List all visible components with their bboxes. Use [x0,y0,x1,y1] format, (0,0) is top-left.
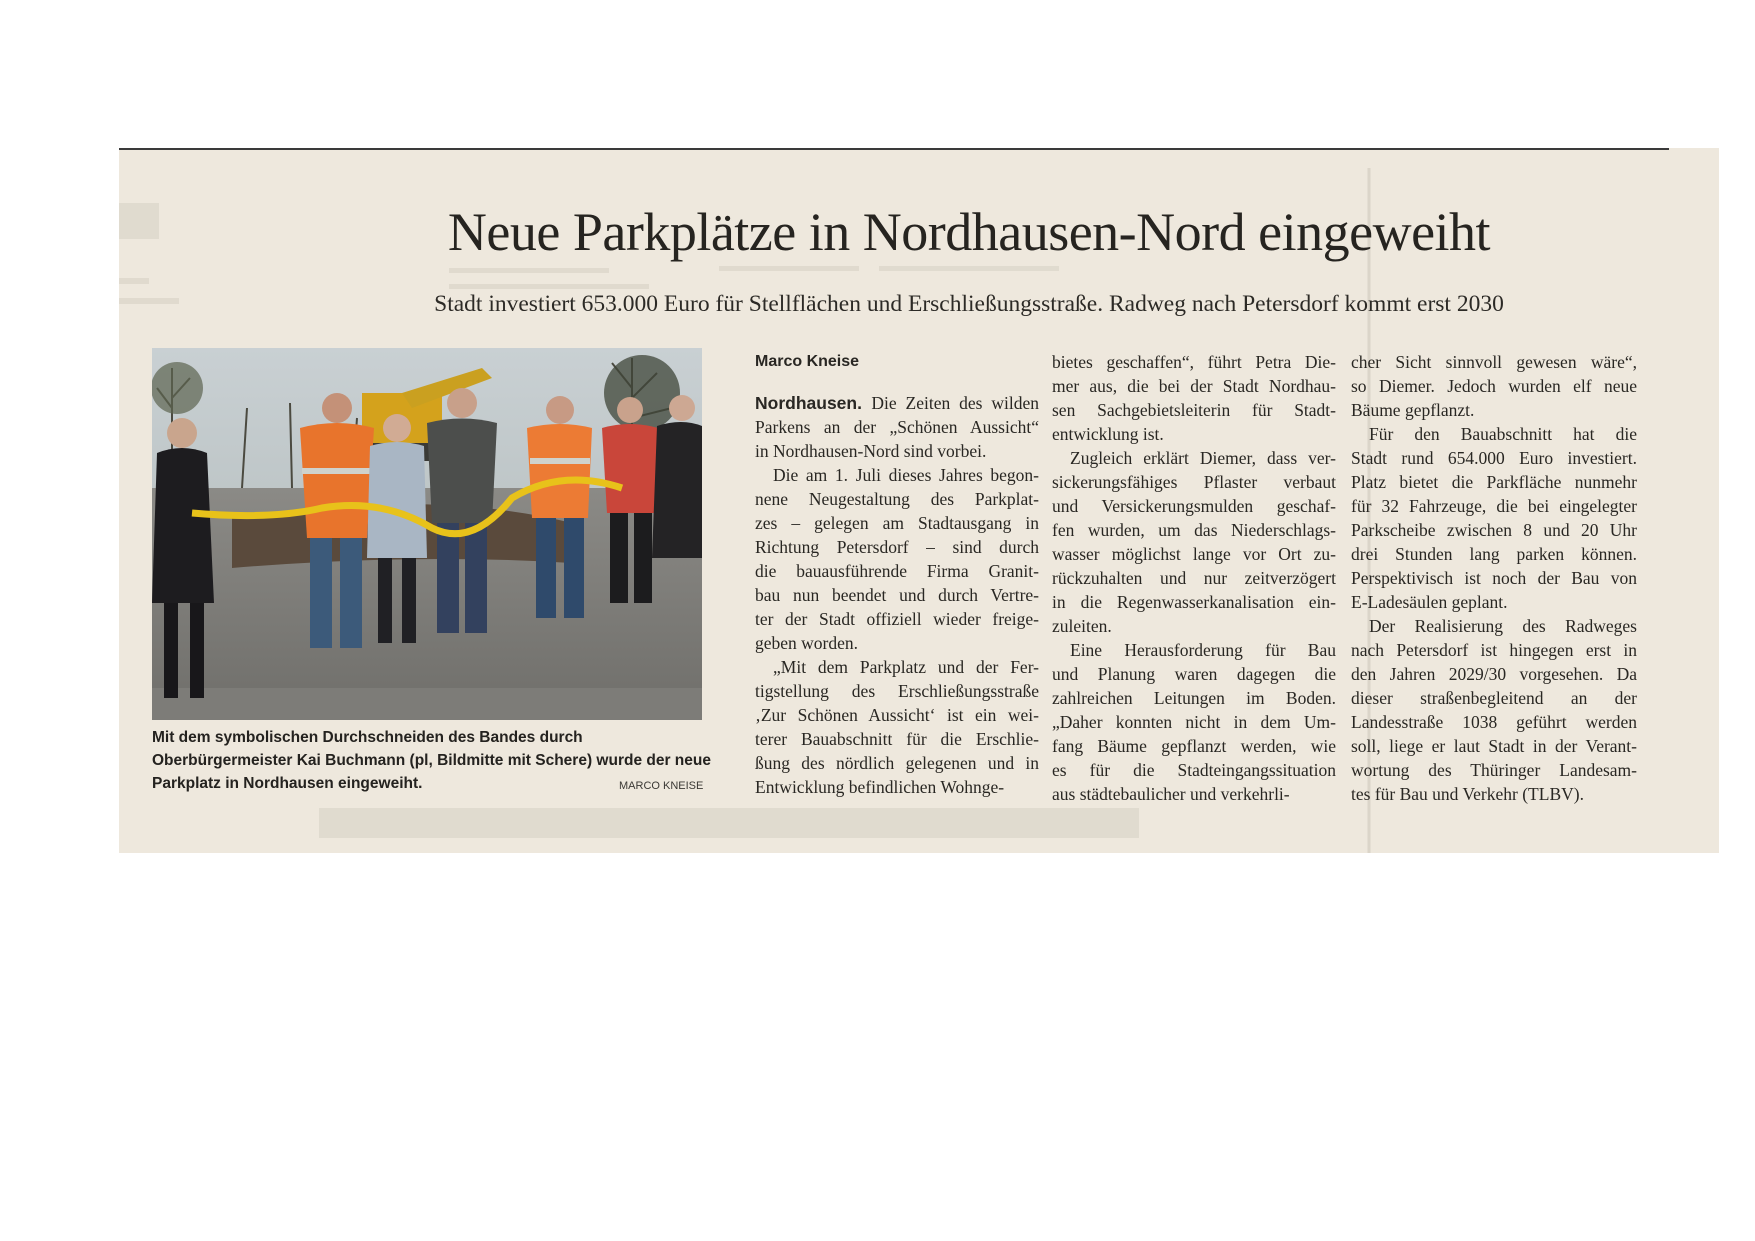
photo-caption: Mit dem symbolischen Durchschneiden des Bandes durch Oberbürgermeister Kai Buchmann (pl, Bildmitte mit Schere) wurde der neue Parkplatz in Nordhausen eingeweiht. [152,729,711,792]
text-line: zes – gelegen am Stadtausgang in [755,512,1039,533]
text-line: Bäume gepflanzt. [1351,400,1475,420]
text-line: und Versickerungsmulden geschaf- [1052,496,1336,516]
text-line: Der Realisierung des Radweges [1369,616,1637,636]
text-line: Für den Bauabschnitt hat die [1369,424,1637,444]
text-line: in die Regenwasserkanalisation ein- [1052,592,1336,612]
text-line: Perspektivisch ist noch der Bau von [1351,568,1637,588]
subheadline: Stadt investiert 653.000 Euro für Stellflächen und Erschließungsstraße. Radweg nach Petersdorf kommt erst 2030 [434,291,1504,317]
text-line: sen Sachgebietsleiterin für Stadt- [1052,400,1336,420]
text-line: Parkscheibe zwischen 8 und 20 Uhr [1351,520,1637,540]
dateline: Nordhausen. [755,392,872,413]
text-line: tes für Bau und Verkehr (TLBV). [1351,784,1584,804]
text-line: tigstellung des Erschließungsstraße [755,680,1039,701]
text-line: Eine Herausforderung für Bau [1070,640,1336,660]
text-line: wasser möglichst lange vor Ort zu- [1052,544,1336,564]
text-line: ter der Stadt offiziell wieder freige- [755,608,1039,629]
text-line: geben worden. [755,632,859,653]
text-line: ßung des nördlich gelegenen und in [755,752,1039,773]
text-line: entwicklung ist. [1052,424,1164,444]
text-line: Landesstraße 1038 geführt werden [1351,712,1637,732]
text-line: Entwicklung befindlichen Wohnge- [755,776,1005,797]
text-line: terer Bauabschnitt für die Erschlie- [755,728,1039,749]
text-line: für 32 Fahrzeuge, die bei eingelegter [1351,496,1637,516]
text-line: fen wurden, um das Niederschlags- [1052,520,1336,540]
text-line: in Nordhausen-Nord sind vorbei. [755,440,987,461]
article-column-2 [1052,350,1336,806]
text-line: wortung des Thüringer Landesam- [1351,760,1637,780]
text-line: soll, liege er laut Stadt in der Verant- [1351,736,1637,756]
text-line: bietes geschaffen“, führt Petra Die- [1052,352,1336,372]
text-line: es für die Stadteingangssituation [1052,760,1336,780]
text-line [755,391,1039,415]
text-line: Zugleich erklärt Diemer, dass ver- [1070,448,1336,468]
text-line: sickerungsfähiges Pflaster verbaut [1052,472,1336,492]
text-line: rückzuhalten und nur zeitverzögert [1052,568,1336,588]
text-fragment: Die Zeiten des wilden [871,392,1039,413]
text-line: Platz bietet die Parkfläche nunmehr [1351,472,1637,492]
newspaper-clipping [119,148,1719,853]
text-line: E-Ladesäulen geplant. [1351,592,1508,612]
text-line: fang Bäume gepflanzt werden, wie [1052,736,1336,756]
text-line: nene Neugestaltung des Parkplat- [755,488,1039,509]
text-line: cher Sicht sinnvoll gewesen wäre“, [1351,352,1637,372]
text-line: und Planung waren dagegen die [1052,664,1336,684]
text-line: mer aus, die bei der Stadt Nordhau- [1052,376,1336,396]
text-line: „Daher konnten nicht in dem Um- [1052,712,1336,732]
text-line: Parkens an der „Schönen Aussicht“ [755,416,1039,437]
text-line: Die am 1. Juli dieses Jahres begon- [773,464,1039,485]
text-line: dieser straßenbegleitend an der [1351,688,1637,708]
headline: Neue Parkplätze in Nordhausen-Nord eingeweiht [447,202,1491,262]
text-line: bau nun beendet und durch Vertre- [755,584,1039,605]
text-line: zuleiten. [1052,616,1112,636]
photo-credit: MARCO KNEISE [619,780,704,792]
article-photo [152,348,702,720]
text-line: den Jahren 2029/30 vorgesehen. Da [1351,664,1637,684]
text-line: Stadt rund 654.000 Euro investiert. [1351,448,1637,468]
author-byline: Marco Kneise [755,353,860,370]
text-line: ‚Zur Schönen Aussicht‘ ist ein wei- [755,704,1039,725]
article-column-3 [1351,350,1637,806]
text-line: die bauausführende Firma Granit- [755,560,1039,581]
text-line: nach Petersdorf ist hingegen erst in [1351,640,1637,660]
text-line: so Diemer. Jedoch wurden elf neue [1351,376,1637,396]
text-line: zahlreichen Leitungen im Boden. [1052,688,1336,708]
text-line: „Mit dem Parkplatz und der Fer- [773,656,1039,677]
article-column-1 [755,350,1039,799]
text-line: aus städtebaulicher und verkehrli- [1052,784,1290,804]
text-line: Richtung Petersdorf – sind durch [755,536,1039,557]
text-line: drei Stunden lang parken können. [1351,544,1637,564]
